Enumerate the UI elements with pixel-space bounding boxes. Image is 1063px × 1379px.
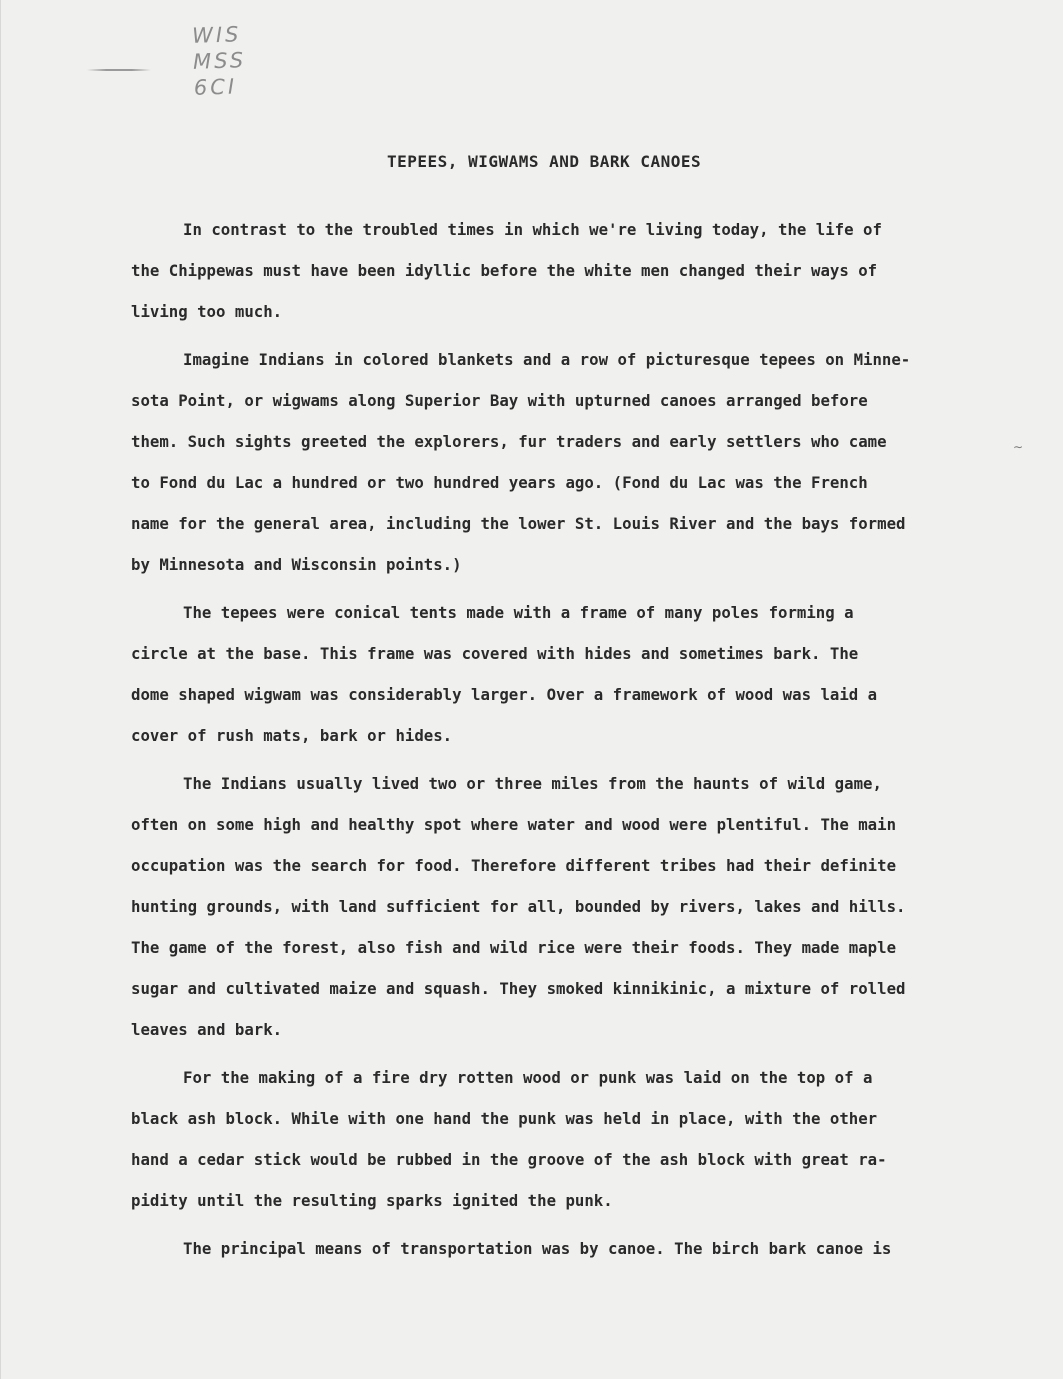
text-line: Imagine Indians in colored blankets and a row of picturesque tepees on Minne- <box>183 350 911 369</box>
pencil-mark <box>87 69 151 71</box>
margin-mark: ∼ <box>1013 440 1024 454</box>
text-line: living too much. <box>131 302 283 321</box>
paragraph <box>131 598 991 762</box>
text-line: name for the general area, including the lower St. Louis River and the bays formed <box>131 514 906 533</box>
text-line: hand a cedar stick would be rubbed in the groove of the ash block with great ra- <box>131 1150 887 1169</box>
paragraph <box>131 345 991 591</box>
text-line: black ash block. While with one hand the punk was held in place, with the other <box>131 1109 878 1128</box>
text-line: The principal means of transportation was by canoe. The birch bark canoe is <box>183 1239 892 1258</box>
page-title: TEPEES, WIGWAMS AND BARK CANOES <box>387 152 702 171</box>
text-line: to Fond du Lac a hundred or two hundred years ago. (Fond du Lac was the French <box>131 473 868 492</box>
text-line: The Indians usually lived two or three miles from the haunts of wild game, <box>183 774 882 793</box>
text-line: pidity until the resulting sparks ignited the punk. <box>131 1191 613 1210</box>
paragraph <box>131 215 991 338</box>
text-line: occupation was the search for food. Therefore different tribes had their definite <box>131 856 897 875</box>
text-line: In contrast to the troubled times in which we're living today, the life of <box>183 220 882 239</box>
text-line: leaves and bark. <box>131 1020 283 1039</box>
text-line: sota Point, or wigwams along Superior Bay with upturned canoes arranged before <box>131 391 868 410</box>
archive-note-line: MSS <box>192 48 247 74</box>
text-line: often on some high and healthy spot where water and wood were plentiful. The main <box>131 815 897 834</box>
text-line: For the making of a fire dry rotten wood or punk was laid on the top of a <box>183 1068 873 1087</box>
text-line: by Minnesota and Wisconsin points.) <box>131 555 462 574</box>
text-line: sugar and cultivated maize and squash. They smoked kinnikinic, a mixture of rolled <box>131 979 906 998</box>
archive-note-line: 6CI <box>193 74 238 100</box>
archive-call-number <box>192 21 248 101</box>
text-line: dome shaped wigwam was considerably larger. Over a framework of wood was laid a <box>131 685 878 704</box>
document-body <box>131 215 991 1282</box>
paragraph <box>131 769 991 1056</box>
text-line: cover of rush mats, bark or hides. <box>131 726 453 745</box>
text-line: them. Such sights greeted the explorers, fur traders and early settlers who came <box>131 432 887 451</box>
paragraph <box>131 1234 991 1275</box>
text-line: hunting grounds, with land sufficient for all, bounded by rivers, lakes and hills. <box>131 897 906 916</box>
text-line: the Chippewas must have been idyllic before the white men changed their ways of <box>131 261 878 280</box>
text-line: The tepees were conical tents made with a frame of many poles forming a <box>183 603 854 622</box>
paragraph <box>131 1063 991 1227</box>
text-line: The game of the forest, also fish and wild rice were their foods. They made maple <box>131 938 897 957</box>
archive-note-line: WIS <box>191 22 242 48</box>
text-line: circle at the base. This frame was covered with hides and sometimes bark. The <box>131 644 859 663</box>
